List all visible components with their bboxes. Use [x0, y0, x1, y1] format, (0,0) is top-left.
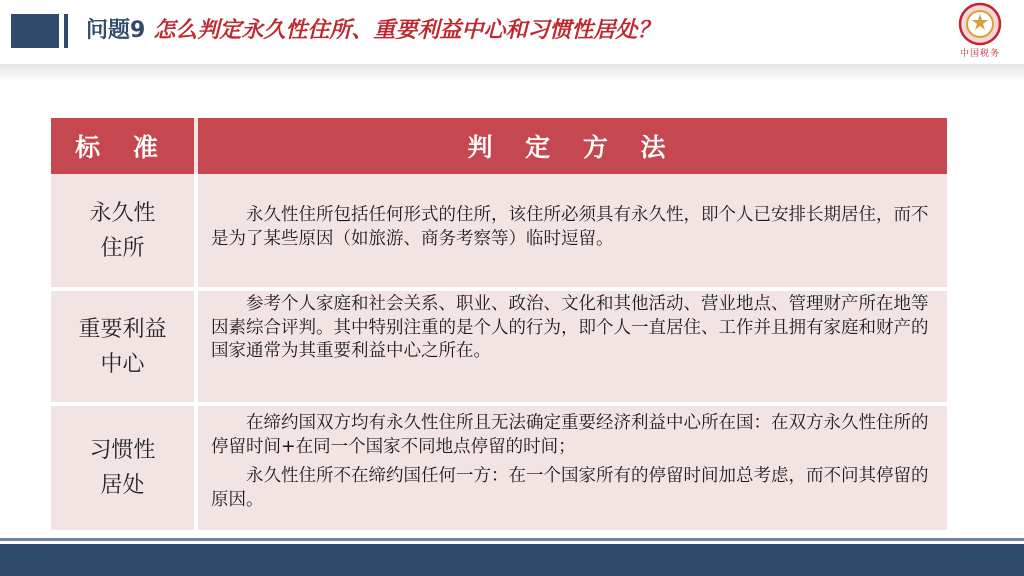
standard-line: 中心	[100, 351, 145, 377]
tax-emblem-logo	[945, 2, 1015, 62]
standard-line: 习惯性	[89, 438, 156, 463]
standard-habitual-abode	[51, 406, 194, 530]
method-paragraph: 永久性住所包括任何形式的住所，该住所必须具有永久性，即个人已安排长期居住，而不是为了某些原因（如旅游、商务考察等）临时逗留。	[211, 205, 929, 249]
emblem-icon	[957, 2, 1003, 46]
column-header-standard: 标 准	[51, 118, 194, 174]
standard-line: 居处	[100, 473, 145, 498]
method-paragraph: 永久性住所不在缔约国任何一方：在一个国家所有的停留时间加总考虑，而不问其停留的原因。	[211, 466, 929, 510]
slide-title	[86, 14, 659, 48]
title-decor-block	[11, 14, 59, 48]
column-divider	[194, 174, 198, 530]
method-paragraph: 在缔约国双方均有永久性住所且无法确定重要经济利益中心所在国：在双方永久性住所的停留时间+在同一个国家不同地点停留的时间；	[211, 413, 929, 457]
footer-decor	[0, 538, 1024, 576]
standard-line: 重要利益	[78, 316, 167, 342]
method-vital-interests	[211, 293, 941, 364]
standard-vital-interests	[51, 291, 194, 402]
column-header-method: 判 定 方 法	[198, 118, 947, 174]
question-title: 怎么判定永久性住所、重要利益中心和习惯性居处？	[153, 18, 660, 43]
method-permanent-home	[211, 204, 941, 251]
title-decor-bar	[64, 14, 68, 48]
standard-line: 永久性	[89, 200, 156, 226]
standard-permanent-home	[51, 174, 194, 287]
method-paragraph: 参考个人家庭和社会关系、职业、政治、文化和其他活动、营业地点、管理财产所在地等因素综合评判。其中特别注重的是个人的行为，即个人一直居住、工作并且拥有家庭和财产的国家通常为其重要利益中心之所在。	[211, 294, 929, 361]
criteria-table	[51, 118, 947, 530]
header-divider	[0, 64, 1024, 82]
standard-line: 住所	[100, 235, 145, 261]
question-number: 问题9	[86, 18, 146, 43]
method-habitual-abode	[211, 412, 941, 512]
logo-caption: 中国税务	[959, 49, 1000, 59]
